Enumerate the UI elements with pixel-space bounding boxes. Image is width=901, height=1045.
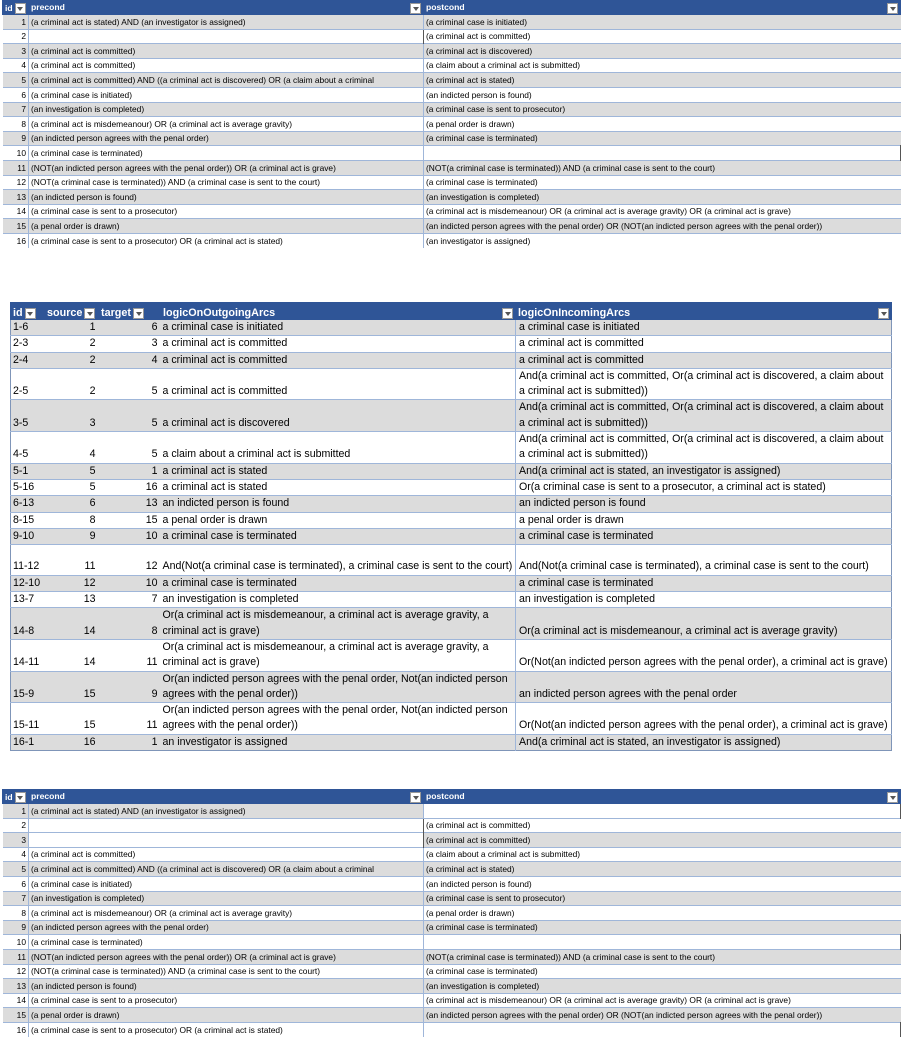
cell-postcond[interactable]: (a criminal case is sent to prosecutor) (424, 891, 901, 906)
cell-target[interactable]: 12 (99, 545, 161, 576)
cell-outgoing-logic[interactable]: a criminal act is committed (161, 336, 516, 352)
cell-precond[interactable]: (a criminal case is sent to a prosecutor) (29, 993, 424, 1008)
table-row (11, 528, 892, 544)
cell-id[interactable]: 15-11 (11, 703, 45, 735)
table-row (3, 233, 901, 247)
cell-postcond[interactable] (424, 1022, 901, 1036)
cell-id[interactable]: 10 (3, 935, 29, 950)
cell-precond[interactable]: (a criminal case is terminated) (29, 146, 424, 161)
cell-id[interactable]: 1 (3, 15, 29, 30)
cell-precond[interactable]: (a criminal case is initiated) (29, 876, 424, 891)
table-row (11, 734, 892, 750)
cell-precond[interactable]: (a criminal case is initiated) (29, 87, 424, 102)
cell-id[interactable]: 14 (3, 204, 29, 219)
column-header-source[interactable] (45, 303, 99, 320)
cell-id[interactable]: 14-11 (11, 639, 45, 671)
cell-id[interactable]: 16 (3, 1022, 29, 1036)
cell-precond[interactable]: (a criminal act is misdemeanour) OR (a criminal act is average gravity) (29, 117, 424, 132)
cell-source[interactable]: 5 (45, 463, 99, 479)
cell-id[interactable]: 16-1 (11, 734, 45, 750)
table-row (3, 44, 901, 59)
cell-precond[interactable]: (an investigation is completed) (29, 891, 424, 906)
header-label: source (47, 307, 83, 319)
cell-source[interactable]: 4 (45, 432, 99, 464)
cell-outgoing-logic[interactable]: a penal order is drawn (161, 512, 516, 528)
filter-dropdown-icon[interactable] (84, 308, 95, 319)
cell-postcond[interactable]: (a criminal act is committed) (424, 818, 901, 833)
table-row (11, 432, 892, 464)
filter-dropdown-icon[interactable] (133, 308, 144, 319)
cell-incoming-logic[interactable]: Or(Not(an indicted person agrees with the penal order), a criminal act is grave) (516, 703, 892, 735)
cell-target[interactable]: 16 (99, 479, 161, 495)
cell-id[interactable]: 9-10 (11, 528, 45, 544)
cell-postcond[interactable]: (a claim about a criminal act is submitted) (424, 847, 901, 862)
header-label: logicOnOutgoingArcs (163, 307, 276, 319)
table-row (3, 1008, 901, 1023)
cell-postcond[interactable]: (an indicted person is found) (424, 876, 901, 891)
cell-precond[interactable] (29, 818, 424, 833)
cell-id[interactable]: 13-7 (11, 592, 45, 608)
table-row (3, 833, 901, 848)
cell-precond[interactable]: (a criminal act is misdemeanour) OR (a criminal act is average gravity) (29, 906, 424, 921)
cell-outgoing-logic[interactable]: Or(an indicted person agrees with the penal order, Not(an indicted person agrees with the penal order)) (161, 703, 516, 735)
cell-id[interactable]: 9 (3, 920, 29, 935)
cell-outgoing-logic[interactable]: a criminal act is discovered (161, 400, 516, 432)
cell-incoming-logic[interactable]: a criminal case is terminated (516, 528, 892, 544)
cell-source[interactable]: 16 (45, 734, 99, 750)
cell-target[interactable]: 5 (99, 400, 161, 432)
table-row (3, 949, 901, 964)
cell-id[interactable]: 7 (3, 891, 29, 906)
table-row (11, 400, 892, 432)
cell-source[interactable]: 2 (45, 352, 99, 368)
cell-id[interactable]: 9 (3, 131, 29, 146)
cell-precond[interactable]: (a criminal case is sent to a prosecutor) (29, 204, 424, 219)
cell-id[interactable]: 6 (3, 87, 29, 102)
cell-precond[interactable]: (an indicted person agrees with the penal order) (29, 920, 424, 935)
cell-postcond[interactable]: (NOT(a criminal case is terminated)) AND (a criminal case is sent to the court) (424, 160, 901, 175)
cell-postcond[interactable]: (a penal order is drawn) (424, 117, 901, 132)
header-label: postcond (426, 791, 465, 801)
cell-target[interactable]: 10 (99, 528, 161, 544)
cell-target[interactable]: 15 (99, 512, 161, 528)
cell-id[interactable]: 5-16 (11, 479, 45, 495)
cell-target[interactable]: 5 (99, 432, 161, 464)
filter-dropdown-icon[interactable] (15, 792, 26, 803)
column-header-precond[interactable] (29, 1, 424, 15)
cell-id[interactable]: 4 (3, 847, 29, 862)
cell-id[interactable]: 3-5 (11, 400, 45, 432)
cell-source[interactable]: 2 (45, 368, 99, 400)
cell-target[interactable]: 4 (99, 352, 161, 368)
cell-postcond[interactable]: (a criminal act is stated) (424, 73, 901, 88)
table-row (3, 920, 901, 935)
cell-id[interactable]: 3 (3, 833, 29, 848)
cell-postcond[interactable]: (an indicted person agrees with the penal order) OR (NOT(an indicted person agrees with the penal order)) (424, 1008, 901, 1023)
column-header-target[interactable] (99, 303, 161, 320)
cell-target[interactable]: 10 (99, 575, 161, 591)
cell-id[interactable]: 7 (3, 102, 29, 117)
cell-incoming-logic[interactable]: Or(a criminal case is sent to a prosecutor, a criminal act is stated) (516, 479, 892, 495)
cell-id[interactable]: 15-9 (11, 671, 45, 703)
cell-outgoing-logic[interactable]: And(Not(a criminal case is terminated), a criminal case is sent to the court) (161, 545, 516, 576)
cell-incoming-logic[interactable]: an indicted person is found (516, 496, 892, 512)
table-row (3, 146, 901, 161)
cell-outgoing-logic[interactable]: Or(an indicted person agrees with the penal order, Not(an indicted person agrees with the penal order)) (161, 671, 516, 703)
cell-incoming-logic[interactable]: a penal order is drawn (516, 512, 892, 528)
cell-precond[interactable]: (NOT(a criminal case is terminated)) AND (a criminal case is sent to the court) (29, 964, 424, 979)
header-label: id (5, 2, 13, 13)
cell-target[interactable]: 11 (99, 703, 161, 735)
cell-id[interactable]: 5-1 (11, 463, 45, 479)
header-label: postcond (426, 2, 465, 12)
cell-id[interactable]: 3 (3, 44, 29, 59)
header-label: id (5, 791, 13, 802)
cell-precond[interactable]: (an indicted person is found) (29, 190, 424, 205)
cell-postcond[interactable] (424, 804, 901, 819)
cell-id[interactable]: 11-12 (11, 545, 45, 576)
cell-id[interactable]: 15 (3, 219, 29, 234)
header-label: id (13, 307, 23, 319)
precond-postcond-table-top (2, 0, 901, 248)
cell-postcond[interactable]: (a criminal case is terminated) (424, 920, 901, 935)
filter-dropdown-icon[interactable] (410, 792, 421, 803)
cell-postcond[interactable]: (a criminal act is committed) (424, 833, 901, 848)
cell-source[interactable]: 1 (45, 320, 99, 336)
cell-precond[interactable] (29, 833, 424, 848)
table-row (3, 175, 901, 190)
cell-outgoing-logic[interactable]: an investigation is completed (161, 592, 516, 608)
cell-source[interactable]: 6 (45, 496, 99, 512)
cell-id[interactable]: 10 (3, 146, 29, 161)
table-row (11, 320, 892, 336)
cell-postcond[interactable]: (an investigator is assigned) (424, 233, 901, 247)
cell-incoming-logic[interactable]: And(a criminal act is stated, an investigator is assigned) (516, 463, 892, 479)
table-row (3, 219, 901, 234)
cell-id[interactable]: 14 (3, 993, 29, 1008)
cell-precond[interactable]: (a criminal case is sent to a prosecutor) OR (a criminal act is stated) (29, 233, 424, 247)
precond-postcond-table-bottom (2, 789, 901, 1037)
cell-source[interactable]: 9 (45, 528, 99, 544)
cell-outgoing-logic[interactable]: a criminal case is terminated (161, 528, 516, 544)
cell-incoming-logic[interactable]: an investigation is completed (516, 592, 892, 608)
cell-id[interactable]: 1-6 (11, 320, 45, 336)
cell-incoming-logic[interactable]: a criminal case is terminated (516, 575, 892, 591)
cell-target[interactable]: 11 (99, 639, 161, 671)
table-row (11, 639, 892, 671)
filter-dropdown-icon[interactable] (878, 308, 889, 319)
column-header-postcond[interactable] (424, 790, 901, 804)
cell-precond[interactable]: (a criminal case is sent to a prosecutor) OR (a criminal act is stated) (29, 1022, 424, 1036)
cell-postcond[interactable]: (a criminal act is committed) (424, 29, 901, 44)
table-row (3, 117, 901, 132)
table-row (3, 979, 901, 994)
cell-id[interactable]: 6 (3, 876, 29, 891)
cell-source[interactable]: 15 (45, 671, 99, 703)
cell-target[interactable]: 1 (99, 734, 161, 750)
cell-incoming-logic[interactable]: a criminal act is committed (516, 336, 892, 352)
cell-id[interactable]: 8 (3, 117, 29, 132)
cell-source[interactable]: 14 (45, 608, 99, 640)
cell-incoming-logic[interactable]: And(a criminal act is stated, an investigator is assigned) (516, 734, 892, 750)
cell-incoming-logic[interactable]: And(Not(a criminal case is terminated), a criminal case is sent to the court) (516, 545, 892, 576)
header-label: target (101, 307, 131, 319)
table-row (11, 545, 892, 576)
cell-incoming-logic[interactable]: And(a criminal act is committed, Or(a criminal act is discovered, a claim about a criminal act is submitted)) (516, 400, 892, 432)
table-header-row (3, 1, 901, 15)
cell-id[interactable]: 11 (3, 160, 29, 175)
cell-postcond[interactable]: (a criminal case is terminated) (424, 175, 901, 190)
cell-outgoing-logic[interactable]: an indicted person is found (161, 496, 516, 512)
cell-id[interactable]: 6-13 (11, 496, 45, 512)
table-row (11, 592, 892, 608)
cell-incoming-logic[interactable]: And(a criminal act is committed, Or(a criminal act is discovered, a claim about a criminal act is submitted)) (516, 368, 892, 400)
table-row (3, 160, 901, 175)
table-row (11, 575, 892, 591)
table-row (11, 368, 892, 400)
cell-target[interactable]: 8 (99, 608, 161, 640)
cell-target[interactable]: 6 (99, 320, 161, 336)
arcs-logic-table (10, 302, 892, 751)
table-row (3, 29, 901, 44)
cell-postcond[interactable] (424, 935, 901, 950)
cell-source[interactable]: 11 (45, 545, 99, 576)
cell-precond[interactable]: (a criminal act is committed) (29, 847, 424, 862)
cell-outgoing-logic[interactable]: a claim about a criminal act is submitted (161, 432, 516, 464)
filter-dropdown-icon[interactable] (410, 3, 421, 14)
table-row (11, 479, 892, 495)
column-header-outgoing[interactable] (161, 303, 516, 320)
cell-postcond[interactable]: (an investigation is completed) (424, 190, 901, 205)
table-header-row (11, 303, 892, 320)
cell-precond[interactable]: (a penal order is drawn) (29, 1008, 424, 1023)
cell-incoming-logic[interactable]: And(a criminal act is committed, Or(a criminal act is discovered, a claim about a criminal act is submitted)) (516, 432, 892, 464)
cell-precond[interactable]: (a criminal act is committed) AND ((a criminal act is discovered) OR (a claim about a criminal (29, 73, 424, 88)
cell-target[interactable]: 1 (99, 463, 161, 479)
cell-id[interactable]: 12 (3, 175, 29, 190)
cell-id[interactable]: 2 (3, 29, 29, 44)
cell-postcond[interactable] (424, 146, 901, 161)
column-header-incoming[interactable] (516, 303, 892, 320)
cell-outgoing-logic[interactable]: an investigator is assigned (161, 734, 516, 750)
table-header-row (3, 790, 901, 804)
cell-postcond[interactable]: (a criminal case is terminated) (424, 131, 901, 146)
cell-postcond[interactable]: (NOT(a criminal case is terminated)) AND (a criminal case is sent to the court) (424, 949, 901, 964)
cell-postcond[interactable]: (a criminal case is sent to prosecutor) (424, 102, 901, 117)
table-row (3, 935, 901, 950)
cell-precond[interactable]: (a criminal act is committed) AND ((a criminal act is discovered) OR (a claim about a criminal (29, 862, 424, 877)
cell-id[interactable]: 4-5 (11, 432, 45, 464)
cell-id[interactable]: 2-4 (11, 352, 45, 368)
cell-target[interactable]: 13 (99, 496, 161, 512)
cell-source[interactable]: 13 (45, 592, 99, 608)
cell-id[interactable]: 8-15 (11, 512, 45, 528)
cell-outgoing-logic[interactable]: a criminal act is committed (161, 352, 516, 368)
cell-id[interactable]: 1 (3, 804, 29, 819)
table-row (11, 703, 892, 735)
cell-outgoing-logic[interactable]: a criminal case is terminated (161, 575, 516, 591)
cell-outgoing-logic[interactable]: a criminal act is stated (161, 479, 516, 495)
table-row (11, 671, 892, 703)
cell-source[interactable]: 8 (45, 512, 99, 528)
cell-target[interactable]: 9 (99, 671, 161, 703)
table-row (3, 862, 901, 877)
cell-target[interactable]: 3 (99, 336, 161, 352)
cell-precond[interactable]: (an investigation is completed) (29, 102, 424, 117)
cell-precond[interactable]: (a criminal act is stated) AND (an investigator is assigned) (29, 804, 424, 819)
cell-id[interactable]: 16 (3, 233, 29, 247)
cell-postcond[interactable]: (a penal order is drawn) (424, 906, 901, 921)
cell-precond[interactable]: (a penal order is drawn) (29, 219, 424, 234)
table-row (11, 336, 892, 352)
table-row (3, 847, 901, 862)
cell-id[interactable]: 12-10 (11, 575, 45, 591)
cell-outgoing-logic[interactable]: a criminal case is initiated (161, 320, 516, 336)
cell-outgoing-logic[interactable]: Or(a criminal act is misdemeanour, a criminal act is average gravity, a criminal act is grave) (161, 639, 516, 671)
cell-precond[interactable]: (NOT(an indicted person agrees with the penal order)) OR (a criminal act is grave) (29, 949, 424, 964)
table-row (3, 876, 901, 891)
table-row (3, 102, 901, 117)
table-row (3, 891, 901, 906)
cell-incoming-logic[interactable]: Or(Not(an indicted person agrees with the penal order), a criminal act is grave) (516, 639, 892, 671)
cell-id[interactable]: 11 (3, 949, 29, 964)
filter-dropdown-icon[interactable] (25, 308, 36, 319)
table-row (11, 352, 892, 368)
filter-dropdown-icon[interactable] (887, 792, 898, 803)
cell-source[interactable]: 14 (45, 639, 99, 671)
cell-outgoing-logic[interactable]: a criminal act is committed (161, 368, 516, 400)
cell-id[interactable]: 8 (3, 906, 29, 921)
column-header-id[interactable] (3, 790, 29, 804)
cell-id[interactable]: 13 (3, 979, 29, 994)
column-header-postcond[interactable] (424, 1, 901, 15)
cell-incoming-logic[interactable]: a criminal case is initiated (516, 320, 892, 336)
cell-postcond[interactable]: (a criminal act is misdemeanour) OR (a criminal act is average gravity) OR (a criminal act is grave) (424, 993, 901, 1008)
cell-source[interactable]: 2 (45, 336, 99, 352)
column-header-id[interactable] (11, 303, 45, 320)
cell-precond[interactable]: (a criminal act is committed) (29, 58, 424, 73)
cell-postcond[interactable]: (a claim about a criminal act is submitted) (424, 58, 901, 73)
cell-id[interactable]: 2-3 (11, 336, 45, 352)
header-label: precond (31, 791, 65, 801)
table-row (3, 15, 901, 30)
table-row (3, 190, 901, 205)
cell-precond[interactable]: (a criminal case is terminated) (29, 935, 424, 950)
table-row (3, 58, 901, 73)
header-label: logicOnIncomingArcs (518, 307, 631, 319)
table-row (3, 818, 901, 833)
table-row (3, 1022, 901, 1036)
cell-precond[interactable] (29, 29, 424, 44)
cell-incoming-logic[interactable]: Or(a criminal act is misdemeanour, a criminal act is average gravity) (516, 608, 892, 640)
cell-postcond[interactable]: (a criminal case is initiated) (424, 15, 901, 30)
cell-postcond[interactable]: (a criminal act is misdemeanour) OR (a criminal act is average gravity) OR (a criminal act is grave) (424, 204, 901, 219)
cell-id[interactable]: 2 (3, 818, 29, 833)
table-row (3, 906, 901, 921)
cell-id[interactable]: 14-8 (11, 608, 45, 640)
cell-postcond[interactable]: (an indicted person is found) (424, 87, 901, 102)
cell-outgoing-logic[interactable]: Or(a criminal act is misdemeanour, a criminal act is average gravity, a criminal act is grave) (161, 608, 516, 640)
table-row (3, 993, 901, 1008)
cell-source[interactable]: 3 (45, 400, 99, 432)
column-header-id[interactable] (3, 1, 29, 15)
table-row (3, 804, 901, 819)
cell-postcond[interactable]: (an indicted person agrees with the penal order) OR (NOT(an indicted person agrees with the penal order)) (424, 219, 901, 234)
cell-precond[interactable]: (NOT(a criminal case is terminated)) AND (a criminal case is sent to the court) (29, 175, 424, 190)
cell-precond[interactable]: (a criminal act is committed) (29, 44, 424, 59)
cell-target[interactable]: 7 (99, 592, 161, 608)
column-header-precond[interactable] (29, 790, 424, 804)
filter-dropdown-icon[interactable] (502, 308, 513, 319)
cell-id[interactable]: 4 (3, 58, 29, 73)
filter-dropdown-icon[interactable] (15, 3, 26, 14)
cell-target[interactable]: 5 (99, 368, 161, 400)
cell-postcond[interactable]: (an investigation is completed) (424, 979, 901, 994)
cell-incoming-logic[interactable]: an indicted person agrees with the penal order (516, 671, 892, 703)
cell-id[interactable]: 5 (3, 862, 29, 877)
cell-source[interactable]: 5 (45, 479, 99, 495)
cell-postcond[interactable]: (a criminal act is stated) (424, 862, 901, 877)
table-row (11, 512, 892, 528)
table-row (11, 608, 892, 640)
table-row (3, 87, 901, 102)
cell-id[interactable]: 5 (3, 73, 29, 88)
cell-id[interactable]: 12 (3, 964, 29, 979)
cell-precond[interactable]: (an indicted person agrees with the penal order) (29, 131, 424, 146)
table-row (11, 463, 892, 479)
cell-precond[interactable]: (a criminal act is stated) AND (an investigator is assigned) (29, 15, 424, 30)
cell-incoming-logic[interactable]: a criminal act is committed (516, 352, 892, 368)
cell-precond[interactable]: (an indicted person is found) (29, 979, 424, 994)
table-row (11, 496, 892, 512)
filter-dropdown-icon[interactable] (887, 3, 898, 14)
cell-precond[interactable]: (NOT(an indicted person agrees with the penal order)) OR (a criminal act is grave) (29, 160, 424, 175)
table-row (3, 964, 901, 979)
cell-source[interactable]: 12 (45, 575, 99, 591)
cell-id[interactable]: 15 (3, 1008, 29, 1023)
table-row (3, 131, 901, 146)
cell-source[interactable]: 15 (45, 703, 99, 735)
cell-id[interactable]: 2-5 (11, 368, 45, 400)
table-row (3, 204, 901, 219)
cell-outgoing-logic[interactable]: a criminal act is stated (161, 463, 516, 479)
header-label: precond (31, 2, 65, 12)
cell-postcond[interactable]: (a criminal case is terminated) (424, 964, 901, 979)
table-row (3, 73, 901, 88)
cell-id[interactable]: 13 (3, 190, 29, 205)
cell-postcond[interactable]: (a criminal act is discovered) (424, 44, 901, 59)
